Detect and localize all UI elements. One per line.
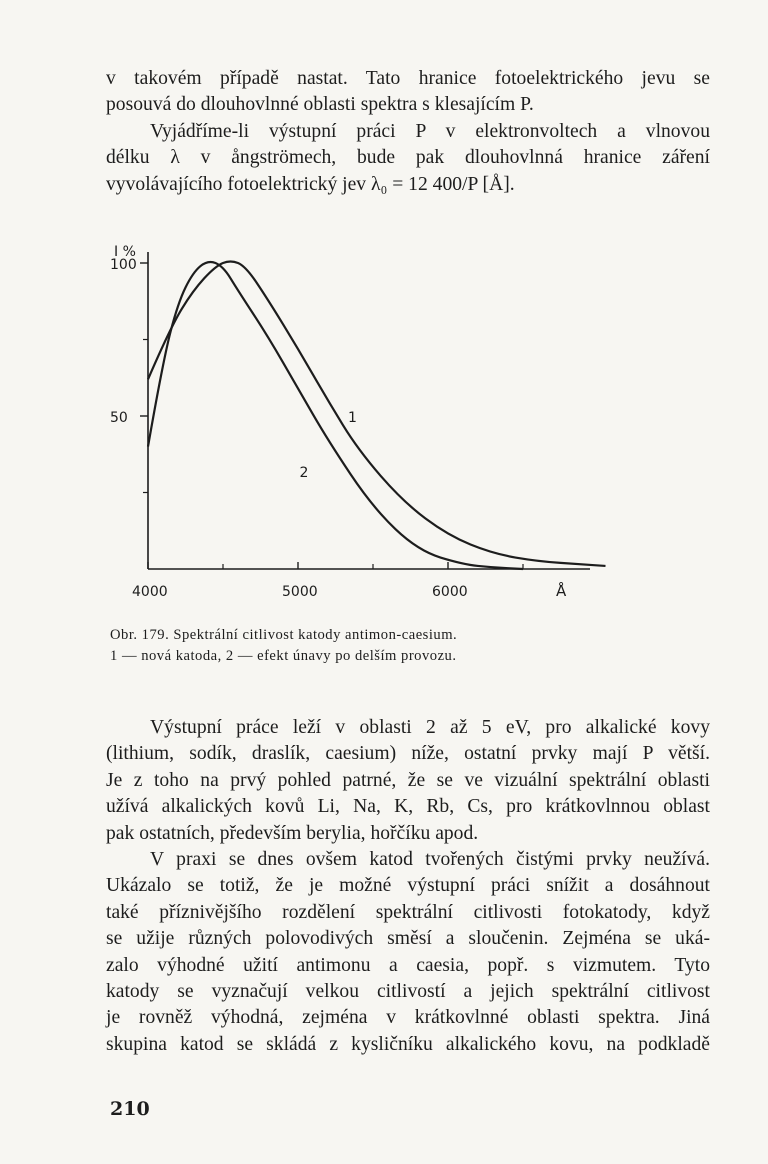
text-line: užívá alkalických kovů Li, Na, K, Rb, Cs, pro krátkovlnnou oblast bbox=[106, 796, 710, 818]
text-line: se užije různých polovodivých směsí a sloučenin. Zejména se uká- bbox=[106, 928, 710, 950]
y-tick-label: 100 bbox=[110, 257, 137, 273]
spectral-sensitivity-chart bbox=[100, 232, 620, 612]
caption-line-2: 1 — nová katoda, 2 — efekt únavy po delším provozu. bbox=[110, 648, 457, 664]
top-paragraph bbox=[106, 66, 710, 198]
text-line: Výstupní práce leží v oblasti 2 až 5 eV, pro alkalické kovy bbox=[150, 717, 710, 738]
caption-line-1: Obr. 179. Spektrální citlivost katody antimon-caesium. bbox=[110, 627, 458, 643]
series-label-1: 1 bbox=[348, 410, 357, 427]
series-line-1 bbox=[148, 261, 606, 565]
x-tick-label: 5000 bbox=[282, 584, 318, 600]
text-line: vyvolávajícího fotoelektrický jev λ₀ = 12 400/P [Å]. bbox=[106, 173, 515, 195]
series-label-2: 2 bbox=[299, 465, 309, 482]
text-line: je rovněž výhodná, zejména v krátkovlnné oblasti spektra. Jiná bbox=[106, 1007, 710, 1029]
text-line: V praxi se dnes ovšem katod tvořených čistými prvky neužívá. bbox=[150, 849, 710, 871]
x-axis-label: Å bbox=[556, 582, 567, 600]
text-line: také příznivějšího rozdělení spektrální citlivosti fotokatody, když bbox=[106, 901, 710, 923]
page-number: 210 bbox=[110, 1098, 150, 1120]
text-line: Vyjádříme-li výstupní práci P v elektronvoltech a vlnovou bbox=[150, 120, 710, 142]
text-line: délku λ v ångströmech, bude pak dlouhovlnná hranice záření bbox=[106, 147, 710, 169]
text-line: katody se vyznačují velkou citlivostí a jejich spektrální citlivost bbox=[106, 981, 710, 1003]
text-line: pak ostatních, především berylia, hořčíku apod. bbox=[106, 822, 479, 844]
text-line: Je z toho na prvý pohled patrné, že se ve vizuální spektrální oblasti bbox=[106, 769, 710, 791]
y-axis-label: I % bbox=[114, 244, 136, 260]
x-tick-label: 6000 bbox=[432, 584, 468, 600]
text-line: posouvá do dlouhovlnné oblasti spektra s klesajícím P. bbox=[106, 94, 534, 116]
text-line: skupina katod se skládá z kysličníku alkalického kovu, na podkladě bbox=[106, 1033, 710, 1055]
series-line-2 bbox=[148, 262, 523, 569]
text-line: (lithium, sodík, draslík, caesium) níže, ostatní prvky mají P větší. bbox=[106, 743, 710, 765]
x-tick-label: 4000 bbox=[132, 584, 168, 600]
figure-caption bbox=[110, 625, 580, 667]
y-tick-label: 50 bbox=[110, 410, 128, 426]
text-line: zalo výhodné užití antimonu a caesia, popř. s vizmutem. Tyto bbox=[106, 954, 710, 976]
text-line: Ukázalo se totiž, že je možné výstupní práci snížit a dosáhnout bbox=[106, 875, 710, 897]
bottom-paragraph bbox=[106, 715, 710, 1058]
text-line: v takovém případě nastat. Tato hranice fotoelektrického jevu se bbox=[106, 68, 710, 89]
